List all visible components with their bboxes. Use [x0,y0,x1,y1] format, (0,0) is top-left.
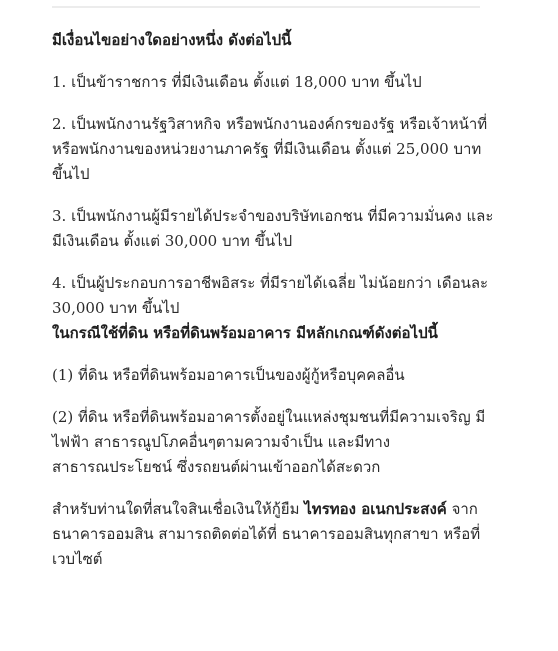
collateral-condition-2: (2) ที่ดิน หรือที่ดินพร้อมอาคารตั้งอยู่ในแหล่งชุมชนที่มีความเจริญ มีไฟฟ้า สาธารณูปโภคอื่นๆตามความจำเป็น และมีทางสาธารณประโยชน์ ซึ่งรถยนต์ผ่านเข้าออกได้สะดวก [52,408,486,476]
article-body [52,28,502,572]
product-name: ไทรทอง อเนกประสงค์ [304,500,447,518]
closing-suffix: จากธนาคารออมสิน สามารถติดต่อได้ที่ ธนาคารออมสินทุกสาขา หรือที่เวบไซต์ [52,500,481,568]
eligibility-item-1: 1. เป็นข้าราชการ ที่มีเงินเดือน ตั้งแต่ 18,000 บาท ขึ้นไป [52,73,422,91]
closing-prefix: สำหรับท่านใดที่สนใจสินเชื่อเงินให้กู้ยืม [52,500,305,518]
eligibility-item-2: 2. เป็นพนักงานรัฐวิสาหกิจ หรือพนักงานองค์กรของรัฐ หรือเจ้าหน้าที่ หรือพนักงานของหน่วยงานภาครัฐ ที่มีเงินเดือน ตั้งแต่ 25,000 บาท ขึ้นไป [52,115,488,183]
closing-paragraph [52,497,502,572]
eligibility-item-4: 4. เป็นผู้ประกอบการอาชีพอิสระ ที่มีรายได้เฉลี่ย ไม่น้อยกว่า เดือนละ 30,000 บาท ขึ้นไป [52,274,489,317]
collateral-heading: ในกรณีใช้ที่ดิน หรือที่ดินพร้อมอาคาร มีหลักเกณฑ์ดังต่อไปนี้ [52,324,438,342]
collateral-condition-1: (1) ที่ดิน หรือที่ดินพร้อมอาคารเป็นของผู้กู้หรือบุคคลอื่น [52,366,405,384]
top-divider [52,6,480,8]
eligibility-heading: มีเงื่อนไขอย่างใดอย่างหนึ่ง ดังต่อไปนี้ [52,31,292,49]
eligibility-item-3: 3. เป็นพนักงานผู้มีรายได้ประจำของบริษัทเอกชน ที่มีความมั่นคง และมีเงินเดือน ตั้งแต่ 30,000 บาท ขึ้นไป [52,207,494,250]
